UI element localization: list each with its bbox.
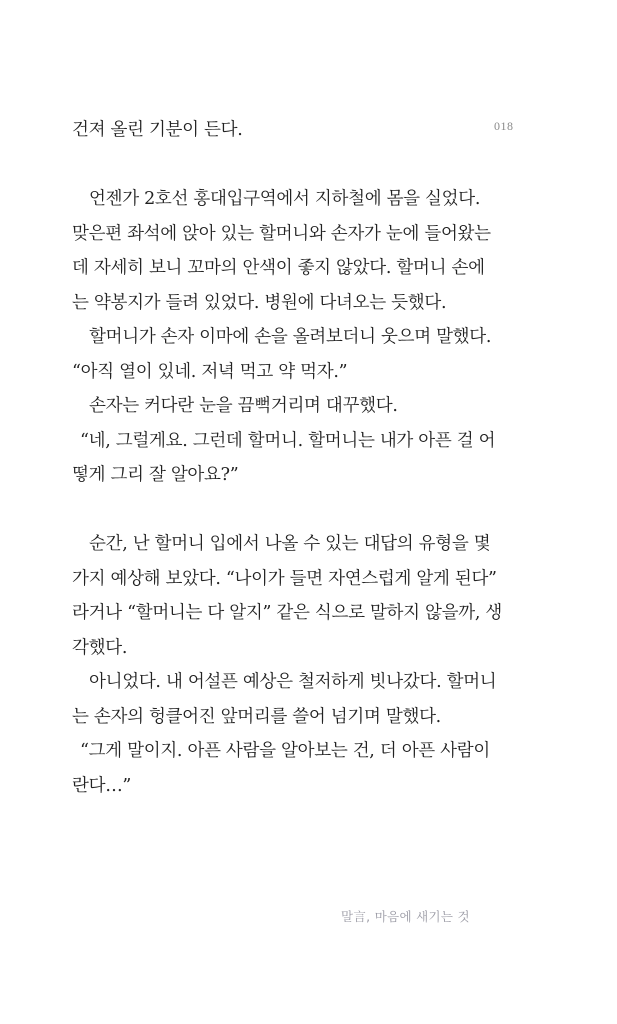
text-line: 아니었다. 내 어설픈 예상은 철저하게 빗나갔다. 할머니: [89, 672, 497, 692]
text-line: 라거나 “할머니는 다 알지” 같은 식으로 말하지 않을까, 생: [72, 603, 502, 623]
text-line: “아직 열이 있네. 저녁 먹고 약 먹자.”: [72, 361, 348, 382]
text-line: 언젠가 2호선 홍대입구역에서 지하철에 몸을 실었다.: [89, 189, 481, 209]
text-line: 할머니가 손자 이마에 손을 올려보더니 웃으며 말했다.: [89, 327, 492, 347]
paragraph-gap: [72, 148, 472, 183]
text-line: 떻게 그리 잘 알아요?”: [72, 465, 239, 485]
text-line: 맞은편 좌석에 앉아 있는 할머니와 손자가 눈에 들어왔는: [72, 223, 491, 244]
text-line: 순간, 난 할머니 입에서 나올 수 있는 대답의 유형을 몇: [89, 534, 491, 554]
text-line: 손자는 커다란 눈을 끔뻑거리며 대꾸했다.: [89, 396, 398, 416]
text-line: 각했다.: [72, 637, 128, 658]
text-line: 는 손자의 헝클어진 앞머리를 쓸어 넘기며 말했다.: [72, 706, 441, 727]
text-line: 가지 예상해 보았다. “나이가 들면 자연스럽게 알게 된다”: [72, 568, 497, 589]
text-line: 건져 올린 기분이 든다.: [72, 120, 243, 140]
text-line: 는 약봉지가 들려 있었다. 병원에 다녀오는 듯했다.: [72, 292, 447, 313]
paragraph-gap: [72, 493, 472, 528]
body-text: [72, 113, 502, 803]
text-line: “네, 그럴게요. 그런데 할머니. 할머니는 내가 아픈 걸 어: [80, 430, 496, 451]
page-number: 018: [494, 119, 514, 133]
text-line: “그게 말이지. 아픈 사람을 알아보는 건, 더 아픈 사람이: [80, 741, 490, 761]
text-line: 란다…”: [72, 775, 132, 796]
footer-book-title: 말言, 마음에 새기는 것: [341, 909, 470, 924]
text-line: 데 자세히 보니 꼬마의 안색이 좋지 않았다. 할머니 손에: [72, 258, 485, 278]
